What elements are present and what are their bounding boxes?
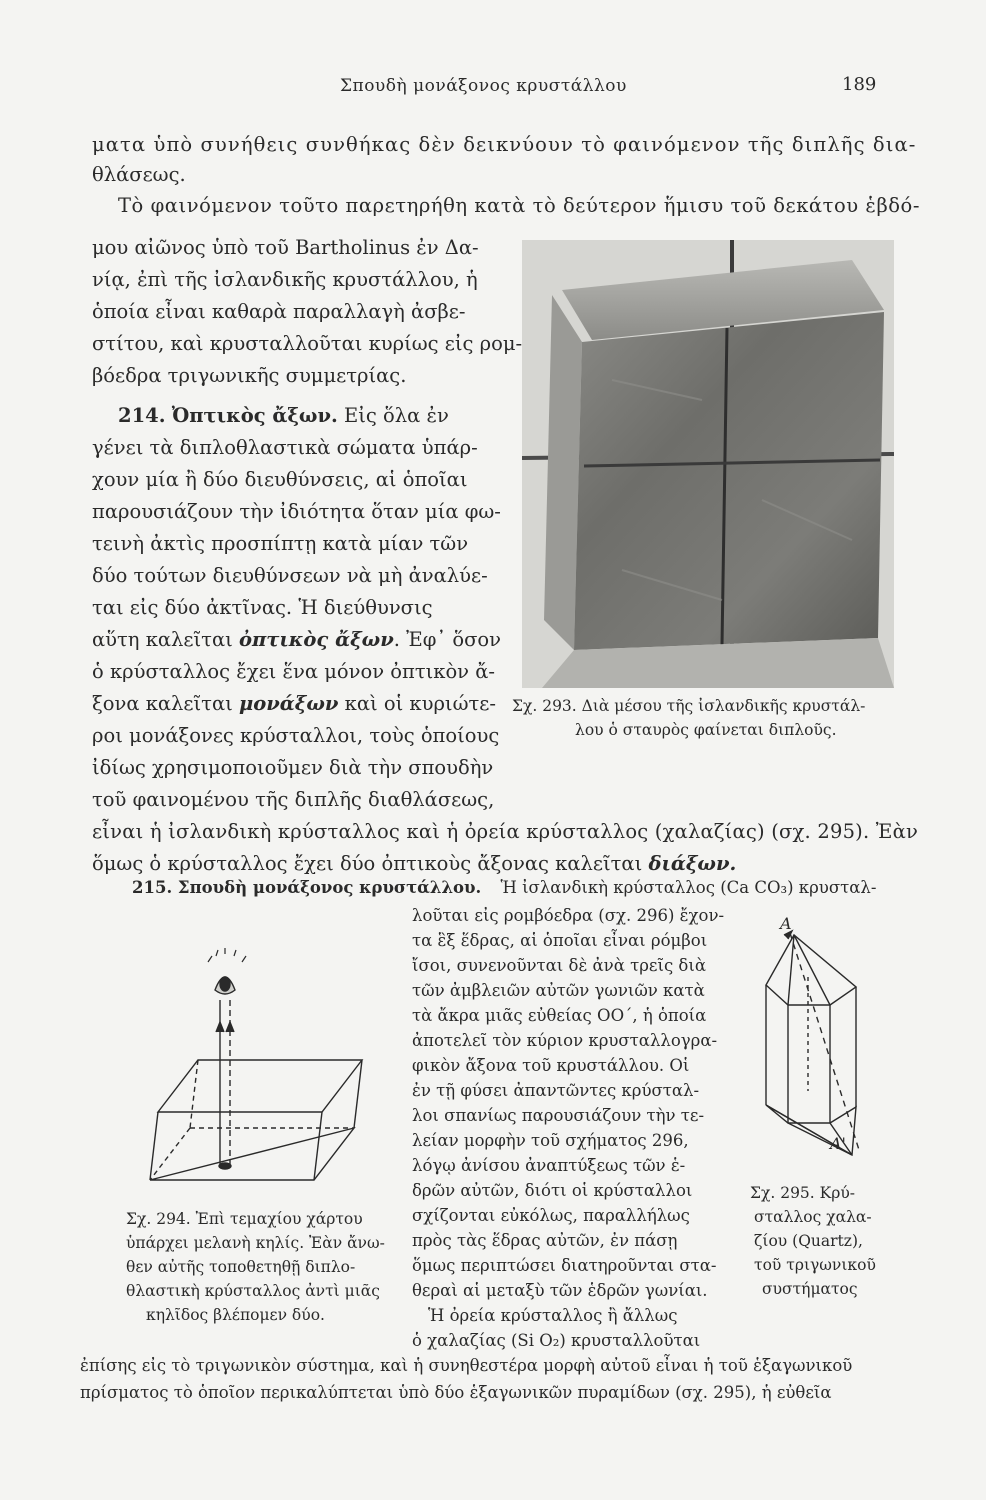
body-text: καὶ οἱ κυριώτε- [344, 692, 496, 715]
body-line: ροι μονάξονες κρύσταλλοι, τοὺς ὁποίους [92, 724, 500, 747]
body-text: . Ἐφ᾿ ὅσον [393, 628, 502, 651]
body-line: τοῦ φαινομένου τῆς διπλῆς διαθλάσεως, [92, 788, 495, 811]
body-line: τα ἓξ ἕδρας, αἱ ὁποῖαι εἶναι ρόμβοι [412, 931, 708, 950]
figure-294-diagram [128, 940, 390, 1200]
section-214-heading [118, 404, 449, 427]
body-text: ξονα καλεῖται [92, 692, 233, 715]
body-line [92, 692, 496, 715]
body-line: στίτου, καὶ κρυσταλλοῦται κυρίως εἰς ρομ- [92, 332, 523, 355]
body-line: πρὸς τὰς ἕδρας αὐτῶν, ἐν πάσῃ [412, 1231, 678, 1250]
body-text: αὕτη καλεῖται [92, 628, 233, 651]
section-title: 215. Σπουδὴ μονάξονος κρυστάλλου. [132, 878, 482, 897]
body-line [92, 852, 736, 875]
figure-295-caption-line: τοῦ τριγωνικοῦ [754, 1256, 876, 1274]
term-biaxial: διάξων. [648, 852, 737, 875]
label-a-prime: A' [830, 1134, 846, 1153]
figure-294-caption-line: θεν αὐτῆς τοποθετηθῇ διπλο- [126, 1258, 356, 1276]
term-optical-axis: ὀπτικὸς ἄξων [238, 628, 394, 651]
body-line: λοι σπανίως παρουσιάζουν τὴν τε- [412, 1106, 705, 1125]
body-line: παρουσιάζουν τὴν ἰδιότητα ὅταν μία φω- [92, 500, 501, 523]
body-line: θεραὶ αἱ μεταξὺ τῶν ἑδρῶν γωνίαι. [412, 1281, 708, 1300]
body-line: Ἡ ὀρεία κρύσταλλος ἢ ἄλλως [428, 1306, 678, 1325]
body-text: Εἰς ὅλα ἐν [344, 404, 449, 427]
body-line: τεινὴ ἀκτὶς προσπίπτῃ κατὰ μίαν τῶν [92, 532, 469, 555]
eye-icon [208, 948, 246, 994]
figure-294-caption-line: ὑπάρχει μελανὴ κηλίς. Ἐὰν ἄνω- [126, 1234, 385, 1252]
body-line: τῶν ἀμβλειῶν αὐτῶν γωνιῶν κατὰ [412, 981, 705, 1000]
body-line: πρίσματος τὸ ὁποῖον περικαλύπτεται ὑπὸ δύο ἑξαγωνικῶν πυραμίδων (σχ. 295), ἡ εὐθεῖα [80, 1383, 832, 1402]
section-title: Ὀπτικὸς ἄξων. [171, 404, 338, 427]
body-line: σχίζονται εὐκόλως, παραλλήλως [412, 1206, 690, 1225]
body-line: φικὸν ἄξονα τοῦ κρυστάλλου. Οἱ [412, 1056, 690, 1075]
running-title: Σπουδὴ μονάξονος κρυστάλλου [340, 76, 627, 96]
body-line: ὅμως περιπτώσει διατηροῦνται στα- [412, 1256, 717, 1275]
body-line: λόγῳ ἀνίσου ἀναπτύξεως τῶν ἑ- [412, 1156, 686, 1175]
body-line: μου αἰῶνος ὑπὸ τοῦ Bartholinus ἐν Δα- [92, 236, 479, 259]
body-text: Ἡ ἰσλανδικὴ κρύσταλλος (Ca CO₃) κρυσταλ- [500, 878, 877, 897]
body-line: θλάσεως. [92, 163, 186, 186]
body-line: ἐν τῇ φύσει ἀπαντῶντες κρύσταλ- [412, 1081, 700, 1100]
body-line: ἴσοι, συνενοῦνται δὲ ἀνὰ τρεῖς διὰ [412, 956, 706, 975]
figure-293-photo [522, 240, 894, 688]
body-line: δύο τούτων διευθύνσεων νὰ μὴ ἀναλύε- [92, 564, 488, 587]
figure-293-caption-line: λου ὁ σταυρὸς φαίνεται διπλοῦς. [575, 721, 837, 739]
body-line: λοῦται εἰς ρομβόεδρα (σχ. 296) ἔχον- [412, 906, 725, 925]
body-line: τὰ ἄκρα μιᾶς εὐθείας ΟΟ΄, ἡ ὁποία [412, 1006, 707, 1025]
body-line: δρῶν αὐτῶν, διότι οἱ κρύσταλλοι [412, 1181, 693, 1200]
figure-294-caption-line: Σχ. 294. Ἐπὶ τεμαχίου χάρτου [126, 1210, 363, 1228]
body-line: ὁποία εἶναι καθαρὰ παραλλαγὴ ἀσβε- [92, 300, 466, 323]
figure-295-caption-line: ζίου (Quartz), [754, 1232, 863, 1250]
body-line: νίᾳ, ἐπὶ τῆς ἰσλανδικῆς κρυστάλλου, ἡ [92, 268, 478, 291]
section-number: 214. [118, 404, 166, 427]
body-line: χουν μία ἢ δύο διευθύνσεις, αἱ ὁποῖαι [92, 468, 468, 491]
figure-293-caption-line: Σχ. 293. Διὰ μέσου τῆς ἰσλανδικῆς κρυστάλ- [512, 697, 866, 715]
section-215-heading-line [132, 878, 876, 897]
label-a: A [780, 914, 792, 933]
body-line: Τὸ φαινόμενον τοῦτο παρετηρήθη κατὰ τὸ δεύτερον ἥμισυ τοῦ δεκάτου ἑβδό- [118, 194, 920, 217]
figure-294-caption-line: κηλῖδος βλέπομεν δύο. [146, 1306, 325, 1324]
body-text: ὅμως ὁ κρύσταλλος ἔχει δύο ὀπτικοὺς ἄξονας καλεῖται [92, 852, 643, 875]
body-line: γένει τὰ διπλοθλαστικὰ σώματα ὑπάρ- [92, 436, 478, 459]
figure-295-caption-line: συστήματος [762, 1280, 858, 1298]
body-line: ἰδίως χρησιμοποιοῦμεν διὰ τὴν σπουδὴν [92, 756, 494, 779]
term-uniaxial: μονάξων [238, 692, 339, 715]
body-line: εἶναι ἡ ἰσλανδικὴ κρύσταλλος καὶ ἡ ὀρεία κρύσταλλος (χαλαζίας) (σχ. 295). Ἐὰν [92, 820, 919, 843]
page-number: 189 [842, 74, 877, 95]
body-line: ἐπίσης εἰς τὸ τριγωνικὸν σύστημα, καὶ ἡ συνηθεστέρα μορφὴ αὐτοῦ εἶναι ἡ τοῦ ἑξαγωνικοῦ [80, 1356, 853, 1375]
body-line: ται εἰς δύο ἀκτῖνας. Ἡ διεύθυνσις [92, 596, 433, 619]
body-line [92, 628, 501, 651]
body-line: βόεδρα τριγωνικῆς συμμετρίας. [92, 364, 407, 387]
body-line: ὁ χαλαζίας (Si O₂) κρυσταλλοῦται [412, 1331, 701, 1350]
figure-295-caption-line: σταλλος χαλα- [754, 1208, 872, 1226]
body-line: ἀποτελεῖ τὸν κύριον κρυσταλλογρα- [412, 1031, 718, 1050]
figure-295-caption-line: Σχ. 295. Κρύ- [750, 1184, 855, 1202]
figure-294-caption-line: θλαστικὴ κρύσταλλος ἀντὶ μιᾶς [126, 1282, 380, 1300]
figure-295-diagram [748, 915, 890, 1177]
body-line: ματα ὑπὸ συνήθεις συνθήκας δὲν δεικνύουν τὸ φαινόμενον τῆς διπλῆς δια- [92, 133, 917, 156]
body-line: λείαν μορφὴν τοῦ σχήματος 296, [412, 1131, 689, 1150]
body-line: ὁ κρύσταλλος ἔχει ἕνα μόνον ὀπτικὸν ἄ- [92, 660, 495, 683]
